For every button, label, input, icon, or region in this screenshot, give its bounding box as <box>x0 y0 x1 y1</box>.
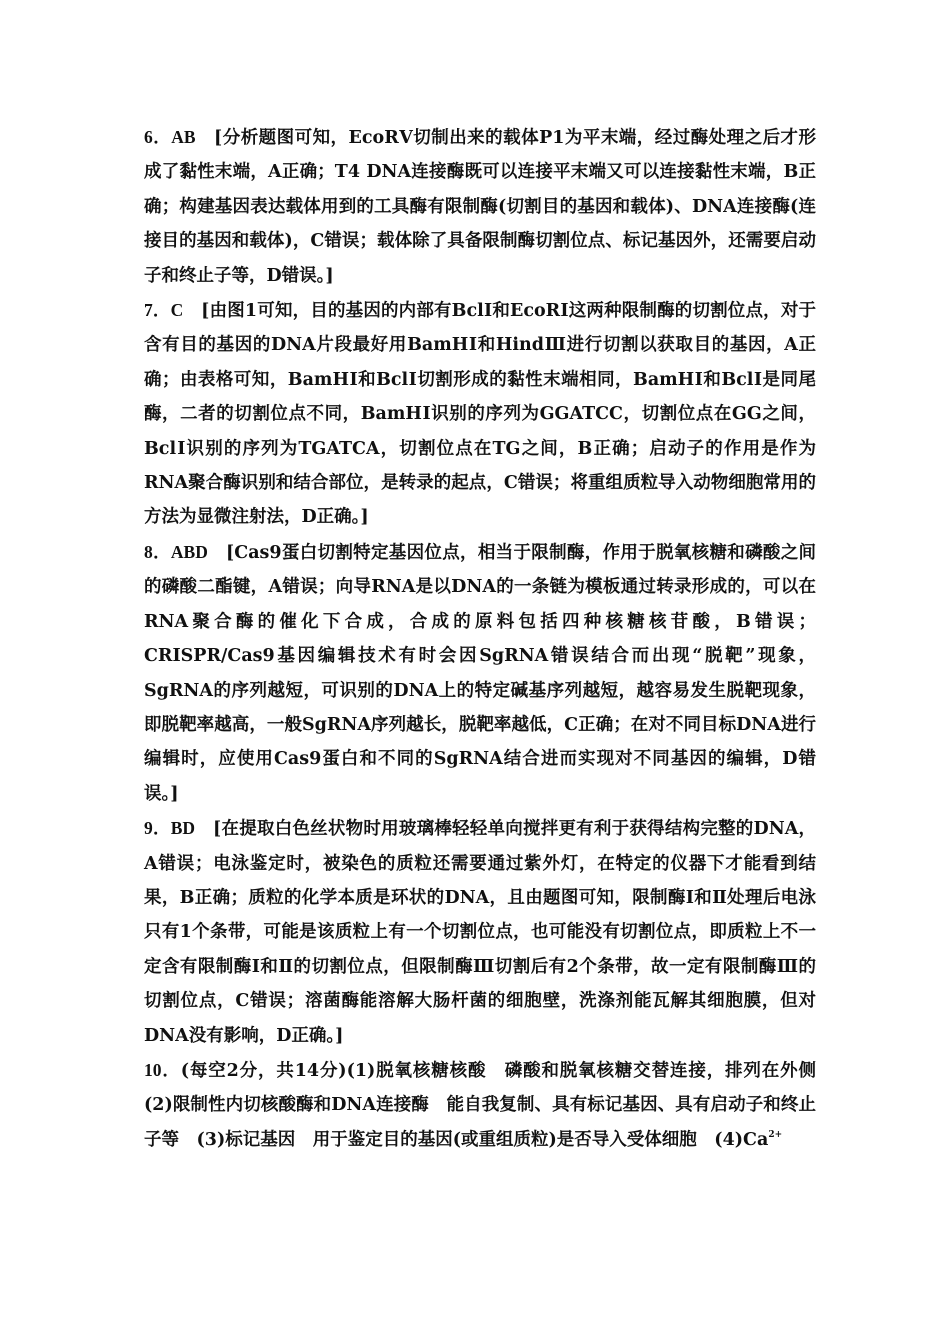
answer-7-text: [由图1可知，目的基因的内部有BclⅠ和EcoRⅠ这两种限制酶的切割位点，对于含有目的基因的DNA片段最好用BamHⅠ和HindⅢ进行切割以获取目的基因，A正确；由表格可知，BamHⅠ和BclⅠ切割形成的黏性末端相同，BamHⅠ和BclⅠ是同尾酶，二者的切割位点不同，BamHⅠ识别的序列为GGATCC，切割位点在GG之间，BclⅠ识别的序列为TGATCA，切割位点在TG之间，B正确；启动子的作用是作为RNA聚合酶识别和结合部位，是转录的起点，C错误；将重组质粒导入动物细胞常用的方法为显微注射法，D正确。] <box>144 301 817 528</box>
answer-8 <box>144 535 816 811</box>
answer-7 <box>144 293 816 535</box>
answer-list <box>144 120 834 1157</box>
answer-8-text: [Cas9蛋白切割特定基因位点，相当于限制酶，作用于脱氧核糖和磷酸之间的磷酸二酯键，A错误；向导RNA是以DNA的一条链为模板通过转录形成的，可以在RNA聚合酶的催化下合成，合成的原料包括四种核糖核苷酸，B错误；CRISPR/Cas9基因编辑技术有时会因SgRNA错误结合而出现“脱靶”现象，SgRNA的序列越短，可识别的DNA上的特定碱基序列越短，越容易发生脱靶现象，即脱靶率越高，一般SgRNA序列越长，脱靶率越低，C正确；在对不同目标DNA进行编辑时，应使用Cas9蛋白和不同的SgRNA结合进而实现对不同基因的编辑，D错误。] <box>144 542 817 804</box>
answer-6-text: [分析题图可知，EcoRⅤ切制出来的载体P1为平末端，经过酶处理之后才形成了黏性末端，A正确；T4 DNA连接酶既可以连接平末端又可以连接黏性末端，B正确；构建基因表达载体用到的工具酶有限制酶(切割目的基因和载体)、DNA连接酶(连接目的基因和载体)，C错误；载体除了具备限制酶切割位点、标记基因外，还需要启动子和终止子等，D错误。] <box>144 128 817 286</box>
answer-9-text: [在提取白色丝状物时用玻璃棒轻轻单向搅拌更有利于获得结构完整的DNA，A错误；电泳鉴定时，被染色的质粒还需要通过紫外灯，在特定的仪器下才能看到结果，B正确；质粒的化学本质是环状的DNA，且由题图可知，限制酶Ⅰ和Ⅱ处理后电泳只有1个条带，可能是该质粒上有一个切割位点，也可能没有切割位点，即质粒上不一定含有限制酶Ⅰ和Ⅱ的切割位点，但限制酶Ⅲ切割后有2个条带，故一定有限制酶Ⅲ的切割位点，C错误；溶菌酶能溶解大肠杆菌的细胞壁，洗涤剂能瓦解其细胞膜，但对DNA没有影响，D正确。] <box>144 819 816 1046</box>
answer-9 <box>144 811 816 1053</box>
answer-8-label: 8．ABD <box>144 541 208 562</box>
answer-6 <box>144 120 816 293</box>
answer-10 <box>144 1053 834 1157</box>
answer-10-superscript: 2+ <box>768 1129 783 1140</box>
answer-10-text: (每空2分，共14分)(1)脱氧核糖核酸 磷酸和脱氧核糖交替连接，排列在外侧 (2)限制性内切核酸酶和DNA连接酶 能自我复制、具有标记基因、具有启动子和终止子等 (3)标记基因 用于鉴定目的基因(或重组质粒)是否导入受体细胞 (4)Ca <box>144 1060 834 1150</box>
answer-7-label: 7．C <box>144 300 184 321</box>
answer-9-label: 9．BD <box>144 818 196 839</box>
answer-6-label: 6．AB <box>144 127 196 147</box>
answer-10-label: 10． <box>144 1059 181 1080</box>
